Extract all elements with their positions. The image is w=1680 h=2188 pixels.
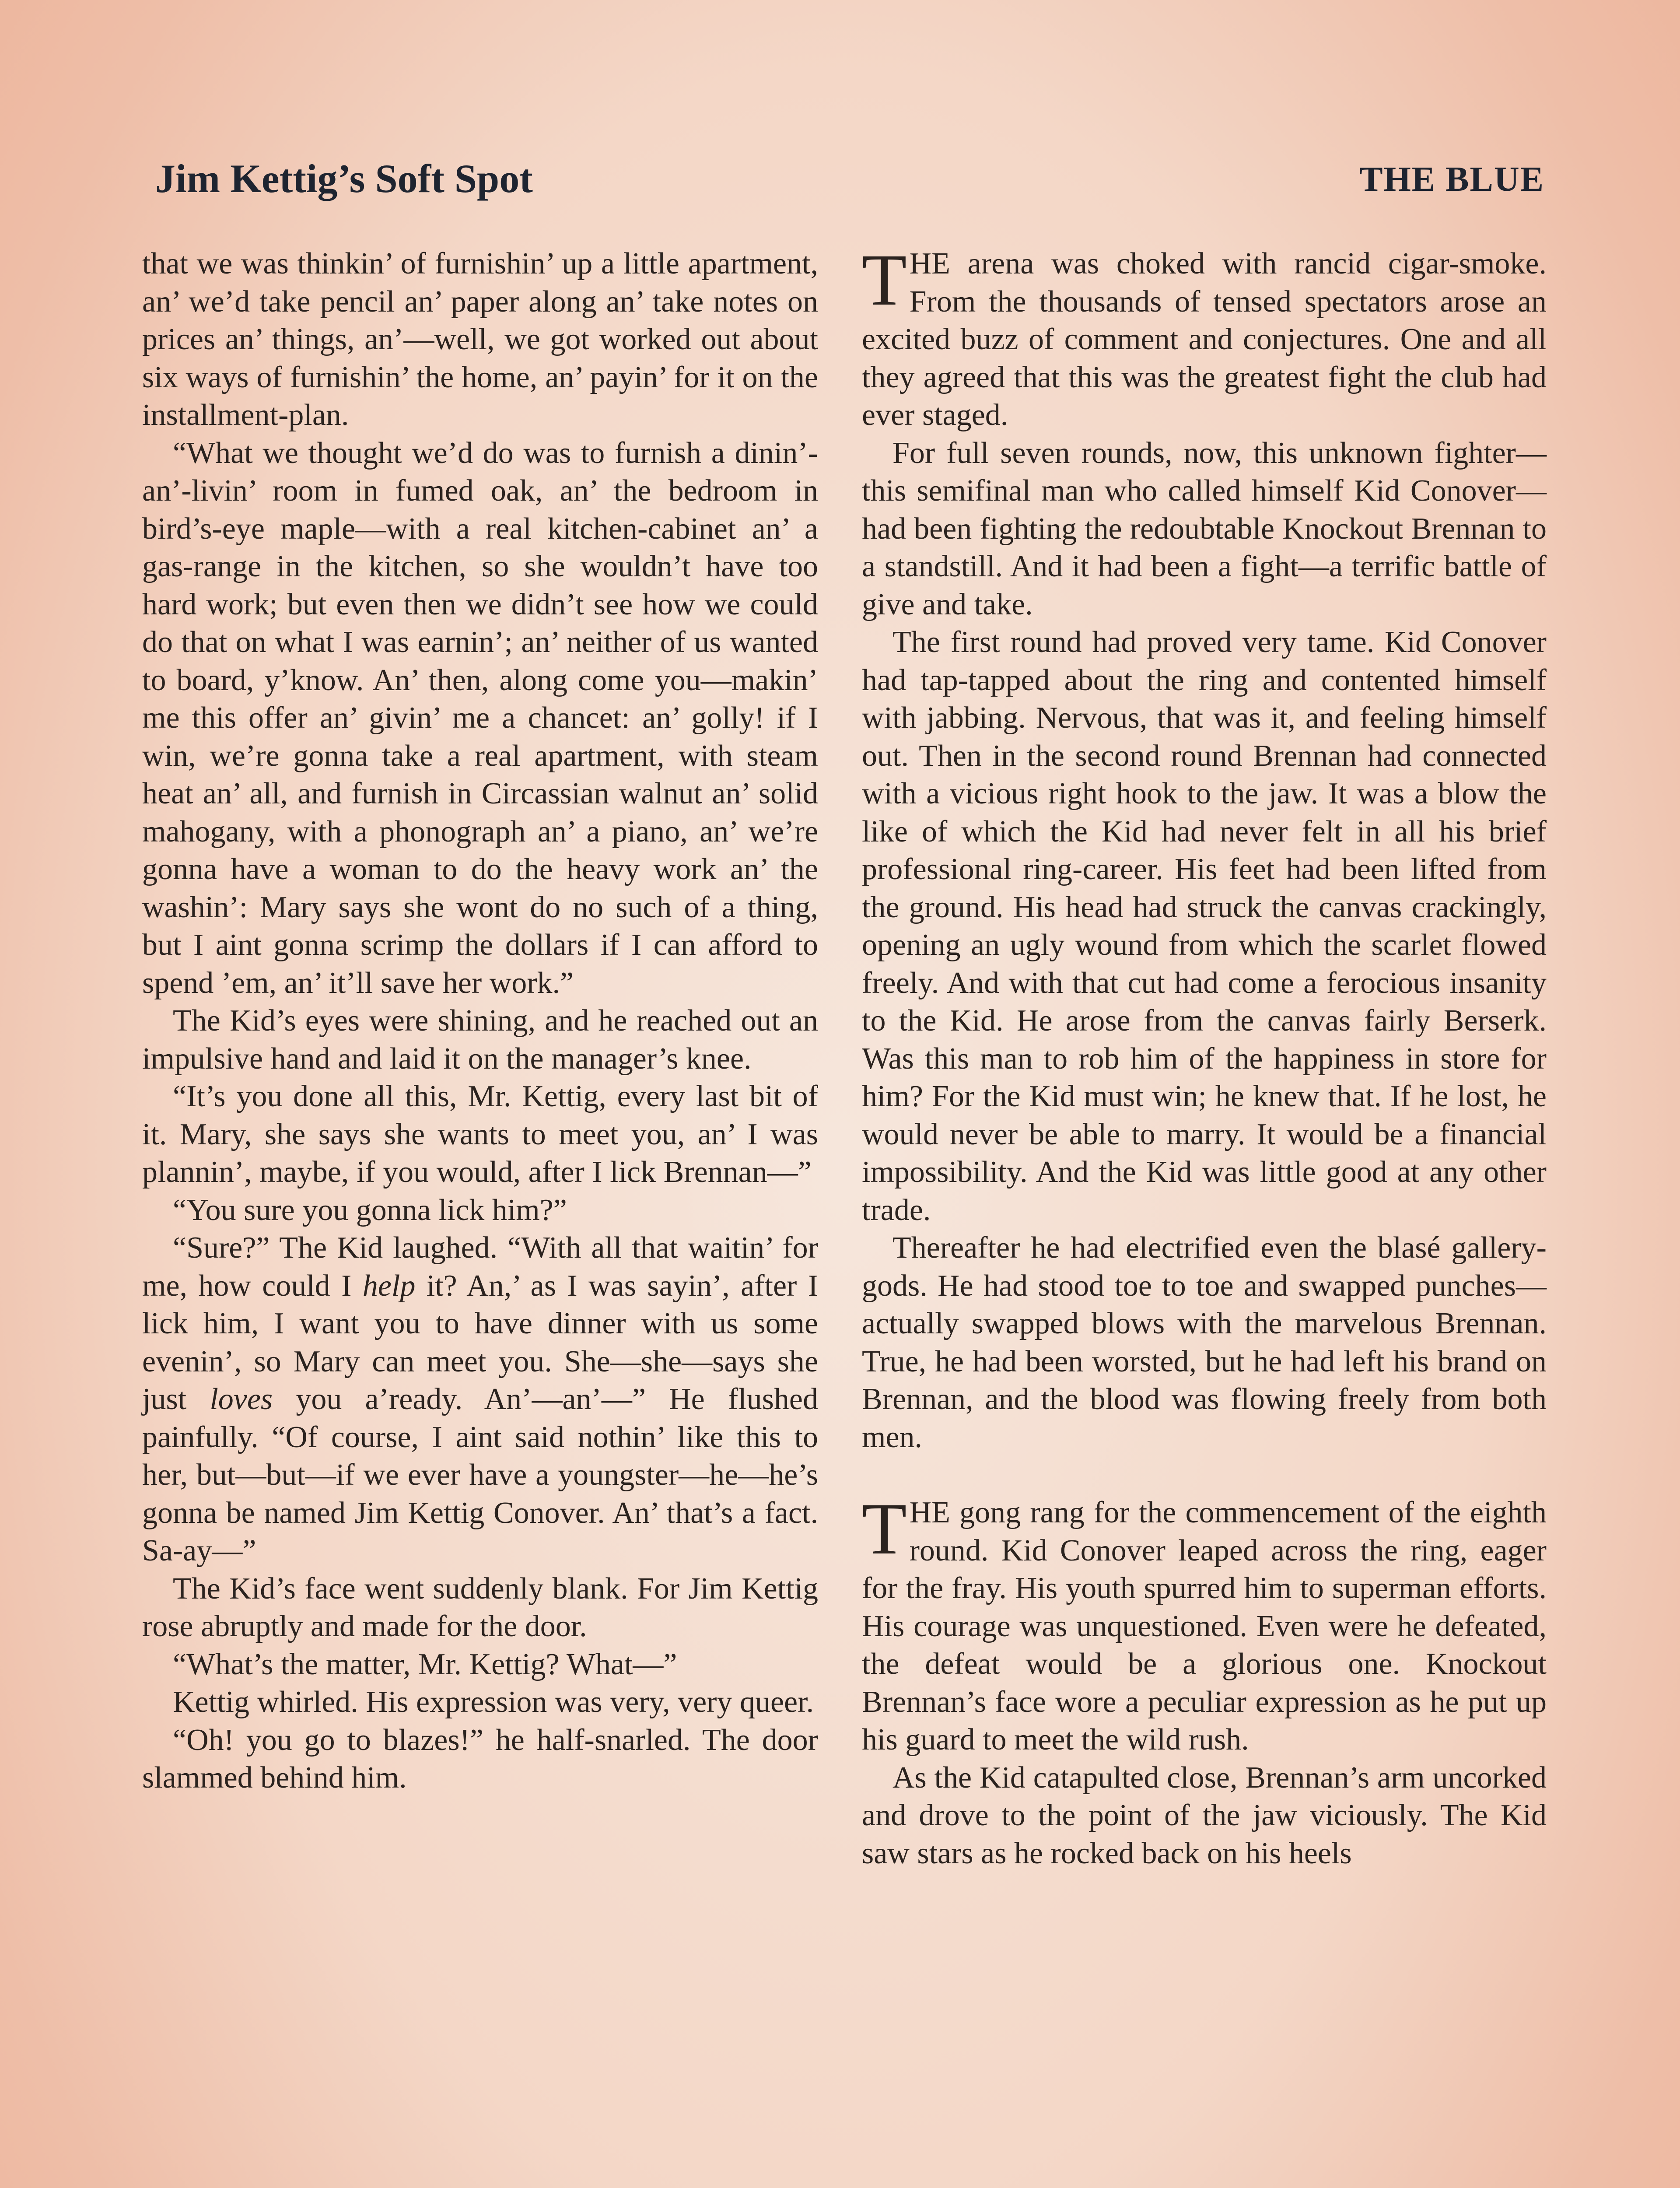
section-opening-paragraph xyxy=(862,1488,1547,1759)
paragraph: Kettig whirled. His expression was very, very queer. xyxy=(173,1685,814,1719)
opening-text: HE gong rang for the commencement of the eighth round. Kid Conover leaped across the ring, eager for the fray. His youth spurred him to superman efforts. His courage was unquestioned. Even were he defeated, the defeat would be a glorious one. Knockout Brennan’s face wore a peculiar expression as he put up his guard to meet the wild rush. xyxy=(862,1496,1547,1757)
paragraph: As the Kid catapulted close, Brennan’s arm uncorked and drove to the point of the jaw viciously. The Kid saw stars as he rocked back on his heels xyxy=(862,1760,1547,1870)
italic-word: loves xyxy=(210,1382,273,1416)
story-title: Jim Kettig’s Soft Spot xyxy=(155,156,533,201)
paragraph: “What’s the matter, Mr. Kettig? What—” xyxy=(173,1647,677,1681)
drop-cap: T xyxy=(862,239,907,321)
paragraph: For full seven rounds, now, this unknown fighter—this semifinal man who called himself Kid Conover—had been fighting the redoubtable Knockout Brennan to a standstill. And it had been a fight—a terrific battle of give and take. xyxy=(862,436,1547,621)
paragraph: The Kid’s eyes were shining, and he reached out an impulsive hand and laid it on the manager’s knee. xyxy=(142,1004,818,1076)
paragraph: “It’s you done all this, Mr. Kettig, every last bit of it. Mary, she says she wants to meet you, an’ I was plannin’, maybe, if you would, after I lick Brennan—” xyxy=(142,1080,818,1189)
paragraph-with-italics: “Sure?” The Kid laughed. “With all that waitin’ for me, how could I help it? An,’ as I was sayin’, after I lick him, I want you to have dinner with us some evenin’, so Mary can meet you. She—she—says she just loves you a’ready. An’—an’—” He flushed painfully. “Of course, I aint said nothin’ like this to her, but—but—if we ever have a youngster—he—he’s gonna be named Jim Kettig Conover. An’ that’s a fact. Sa-ay—” xyxy=(142,1231,818,1567)
left-column xyxy=(142,245,818,1797)
right-column xyxy=(862,239,1547,1872)
magazine-title: THE BLUE xyxy=(1359,160,1544,199)
paragraph: Thereafter he had electrified even the blasé gallery-gods. He had stood toe to toe and swapped punches—actually swapped blows with the marvelous Brennan. True, he had been worsted, but he had left his brand on Brennan, and the blood was flowing freely from both men. xyxy=(862,1231,1547,1454)
drop-cap: T xyxy=(862,1488,907,1570)
paragraph: “Oh! you go to blazes!” he half-snarled. The door slammed behind him. xyxy=(142,1723,818,1795)
paragraph: The first round had proved very tame. Kid Conover had tap-tapped about the ring and contented himself with jabbing. Nervous, that was it, and feeling himself out. Then in the second round Brennan had connected with a vicious right hook to the jaw. It was a blow the like of which the Kid had never felt in all his brief professional ring-career. His feet had been lifted from the ground. His head had struck the canvas crackingly, opening an ugly wound from which the scarlet flowed freely. And with that cut had come a ferocious insanity to the Kid. He arose from the canvas fairly Berserk. Was this man to rob him of the happiness in store for him? For the Kid must win; he knew that. If he lost, he would never be able to marry. It would be a financial impossibility. And the Kid was little good at any other trade. xyxy=(862,625,1547,1227)
paragraph: The Kid’s face went suddenly blank. For Jim Kettig rose abruptly and made for the door. xyxy=(142,1571,818,1643)
italic-word: help xyxy=(362,1269,416,1303)
section-opening-paragraph xyxy=(862,239,1547,435)
paragraph: that we was thinkin’ of furnishin’ up a little apartment, an’ we’d take pencil an’ paper along an’ take notes on prices an’ things, an’—well, we got worked out about six ways of furnishin’ the home, an’ payin’ for it on the installment-plan. xyxy=(142,247,818,432)
paragraph: “You sure you gonna lick him?” xyxy=(173,1193,567,1227)
opening-text: HE arena was choked with rancid cigar-smoke. From the thousands of tensed spectators arose an excited buzz of comment and conjectures. One and all they agreed that this was the greatest fight the club had ever staged. xyxy=(862,247,1547,432)
paragraph: “What we thought we’d do was to furnish a dinin’-an’-livin’ room in fumed oak, an’ the bedroom in bird’s-eye maple—with a real kitchen-cabinet an’ a gas-range in the kitchen, so she wouldn’t have too hard work; but even then we didn’t see how we could do that on what I was earnin’; an’ neither of us wanted to board, y’know. An’ then, along come you—makin’ me this offer an’ givin’ me a chancet: an’ golly! if I win, we’re gonna take a real apartment, with steam heat an’ all, and furnish in Circassian walnut an’ solid mahogany, with a phonograph an’ a piano, an’ we’re gonna have a woman to do the heavy work an’ the washin’: Mary says she wont do no such of a thing, but I aint gonna scrimp the dollars if I can afford to spend ’em, an’ it’ll save her work.” xyxy=(142,436,818,1000)
